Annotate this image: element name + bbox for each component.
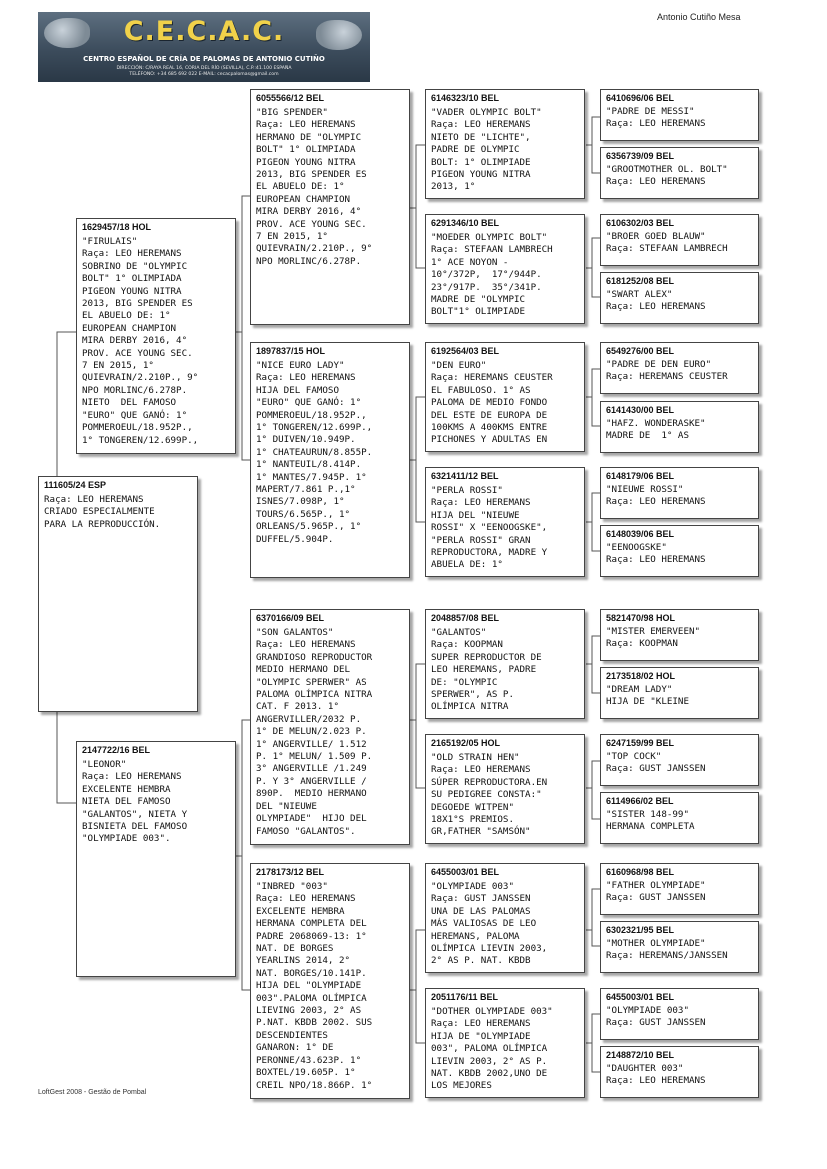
ancestor-card bbox=[600, 988, 759, 1040]
great-grandparent-card bbox=[425, 863, 585, 973]
logo-address: DIRECCIÓN: C/RAYA REAL 16, CORIA DEL RÍO (SEVILLA), C.P.:41.100 ESPAÑA bbox=[116, 66, 292, 71]
ring-number: 1897837/15 HOL bbox=[256, 346, 326, 356]
ancestor-card bbox=[600, 342, 759, 394]
pigeon-details: "PADRE DE MESSI" Raça: LEO HEREMANS bbox=[606, 106, 706, 129]
ancestor-card bbox=[600, 863, 759, 915]
pigeon-details: "DREAM LADY" HIJA DE "KLEINE bbox=[606, 684, 689, 707]
ancestor-card bbox=[600, 609, 759, 661]
pigeon-details: "INBRED "003" Raça: LEO HEREMANS EXCELENTE HEMBRA HERMANA COMPLETA DEL PADRE 2068069-13: 1° NAT. DE BORGES YEARLINS 2014, 2° NAT. BORGES/10.141P. HIJA DEL "OLYMPIADE 003".PALOMA OLÍMPICA LIEVING 2003, 2° AS P.NAT. KBDB 2002. SUS DESCENDIENTES GANARON: 1° DE PERONNE/43.623P. 1° BOXTEL/19.605P. 1° CREIL NPO/18.866P. 1° bbox=[256, 881, 373, 1091]
ring-number: 6247159/99 BEL bbox=[606, 738, 675, 748]
ring-number: 6302321/95 BEL bbox=[606, 925, 675, 935]
ring-number: 2148872/10 BEL bbox=[606, 1050, 675, 1060]
pigeon-details: "OLYMPIADE 003" Raça: GUST JANSSEN bbox=[606, 1005, 706, 1028]
ring-number: 6549276/00 BEL bbox=[606, 346, 675, 356]
great-grandparent-card bbox=[425, 988, 585, 1098]
ring-number: 2147722/16 BEL bbox=[82, 745, 151, 755]
ring-number: 2051176/11 BEL bbox=[431, 992, 499, 1002]
ring-number: 6181252/08 BEL bbox=[606, 276, 675, 286]
sire-card bbox=[76, 218, 236, 454]
ring-number: 5821470/98 HOL bbox=[606, 613, 676, 623]
pigeon-details: "GALANTOS" Raça: KOOPMAN SUPER REPRODUCTOR DE LEO HEREMANS, PADRE DE: "OLYMPIC SPERWER", AS P. OLÍMPICA NITRA bbox=[431, 627, 542, 713]
ring-number: 6192564/03 BEL bbox=[431, 346, 500, 356]
ancestor-card bbox=[600, 1046, 759, 1098]
pigeon-details: "DOTHER OLYMPIADE 003" Raça: LEO HEREMANS HIJA DE "OLYMPIADE 003", PALOMA OLÍMPICA LIEVIN 2003, 2° AS P. NAT. KBDB 2002,UNO DE LOS MEJORES bbox=[431, 1006, 553, 1092]
ring-number: 2165192/05 HOL bbox=[431, 738, 501, 748]
ring-number: 6410696/06 BEL bbox=[606, 93, 675, 103]
great-grandparent-card bbox=[425, 467, 585, 577]
logo-subtitle: CENTRO ESPAÑOL DE CRÍA DE PALOMAS DE ANTONIO CUTIÑO bbox=[83, 55, 325, 63]
pigeon-details: "SISTER 148-99" HERMANA COMPLETA bbox=[606, 809, 695, 832]
ring-number: 6146323/10 BEL bbox=[431, 93, 500, 103]
ring-number: 6356739/09 BEL bbox=[606, 151, 675, 161]
ancestor-card bbox=[600, 401, 759, 453]
pigeon-details: Raça: LEO HEREMANS CRIADO ESPECIALMENTE PARA LA REPRODUCCIÓN. bbox=[44, 494, 161, 530]
pigeon-details: "MOEDER OLYMPIC BOLT" Raça: STEFAAN LAMBRECH 1° ACE NOYON - 10°/372P, 17°/944P. 23°/917P. 35°/341P. MADRE DE "OLYMPIC BOLT"1° OLIMPIADE bbox=[431, 232, 553, 318]
pigeon-details: "VADER OLYMPIC BOLT" Raça: LEO HEREMANS NIETO DE "LICHTE", PADRE DE OLYMPIC BOLT: 1° OLIMPIADE PIGEON YOUNG NITRA 2013, 1° bbox=[431, 107, 542, 193]
ancestor-card bbox=[600, 272, 759, 324]
ring-number: 6370166/09 BEL bbox=[256, 613, 325, 623]
pigeon-details: "PERLA ROSSI" Raça: LEO HEREMANS HIJA DEL "NIEUWE ROSSI" X "EENOOGSKE", "PERLA ROSSI" GRAN REPRODUCTORA, MADRE Y ABUELA DE: 1° bbox=[431, 485, 548, 571]
ancestor-card bbox=[600, 734, 759, 786]
great-grandparent-card bbox=[425, 214, 585, 324]
pigeon-details: "SON GALANTOS" Raça: LEO HEREMANS GRANDIOSO REPRODUCTOR MEDIO HERMANO DEL "OLYMPIC SPERWER" AS PALOMA OLÍMPICA NITRA CAT. F 2013. 1° ANGERVILLER/2032 P. 1° DE MELUN/2.023 P. 1° ANGERVILLE/ 1.512 P. 1° MELUN/ 1.509 P. 3° ANGERVILLE /1.249 P. Y 3° ANGERVILLE / 890P. MEDIO HERMANO DEL "NIEUWE OLYMPIADE" HIJO DEL FAMOSO "GALANTOS". bbox=[256, 627, 373, 837]
logo-address-block bbox=[38, 66, 370, 78]
pigeon-details: "OLYMPIADE 003" Raça: GUST JANSSEN UNA DE LAS PALOMAS MÁS VALIOSAS DE LEO HEREMANS, PALOMA OLÍMPICA LIEVIN 2003, 2° AS P. NAT. KBDB bbox=[431, 881, 548, 967]
footer-credit: LoftGest 2008 - Gestão de Pombal bbox=[38, 1089, 147, 1096]
subject-card bbox=[38, 476, 198, 712]
pigeon-details: "TOP COCK" Raça: GUST JANSSEN bbox=[606, 751, 706, 774]
ring-number: 1629457/18 HOL bbox=[82, 222, 152, 232]
great-grandparent-card bbox=[425, 89, 585, 199]
ring-number: 2048857/08 BEL bbox=[431, 613, 500, 623]
ring-number: 6455003/01 BEL bbox=[431, 867, 500, 877]
great-grandparent-card bbox=[425, 609, 585, 719]
ring-number: 6141430/00 BEL bbox=[606, 405, 675, 415]
ancestor-card bbox=[600, 214, 759, 266]
pigeon-details: "MOTHER OLYMPIADE" Raça: HEREMANS/JANSSEN bbox=[606, 938, 728, 961]
pigeon-details: "EENOOGSKE" Raça: LEO HEREMANS bbox=[606, 542, 706, 565]
owner-name: Antonio Cutiño Mesa bbox=[657, 12, 741, 22]
cecac-logo bbox=[38, 12, 370, 82]
ancestor-card bbox=[600, 147, 759, 199]
ancestor-card bbox=[600, 792, 759, 844]
dam-card bbox=[76, 741, 236, 977]
logo-title: C.E.C.A.C. bbox=[123, 16, 285, 47]
ring-number: 6055566/12 BEL bbox=[256, 93, 325, 103]
great-grandparent-card bbox=[425, 342, 585, 452]
ring-number: 6455003/01 BEL bbox=[606, 992, 675, 1002]
pigeon-details: "HAFZ. WONDERASKE" MADRE DE 1° AS bbox=[606, 418, 706, 441]
pigeon-details: "DAUGHTER 003" Raça: LEO HEREMANS bbox=[606, 1063, 706, 1086]
pigeon-details: "DEN EURO" Raça: HEREMANS CEUSTER EL FABULOSO. 1° AS PALOMA DE MEDIO FONDO DEL ESTE DE EUROPA DE 100KMS A 400KMS ENTRE PICHONES Y ADULTAS EN bbox=[431, 360, 553, 446]
pigeon-details: "LEONOR" Raça: LEO HEREMANS EXCELENTE HEMBRA NIETA DEL FAMOSO "GALANTOS", NIETA Y BISNIETA DEL FAMOSO "OLYMPIADE 003". bbox=[82, 759, 188, 845]
ring-number: 6291346/10 BEL bbox=[431, 218, 500, 228]
ancestor-card bbox=[600, 525, 759, 577]
ring-number: 6114966/02 BEL bbox=[606, 796, 674, 806]
pigeon-details: "NICE EURO LADY" Raça: LEO HEREMANS HIJA DEL FAMOSO "EURO" QUE GANÓ: 1° POMMEROEUL/18.952P., 1° TONGEREN/12.699P., 1° DUIVEN/10.949P. 1° CHATEAURUN/8.855P. 1° NANTEUIL/8.414P. 1° MANTES/7.945P. 1° MAPERT/7.861 P.,1° ISNES/7.098P, 1° TOURS/6.565P., 1° ORLEANS/5.965P., 1° DUFFEL/5.904P. bbox=[256, 360, 373, 545]
granddam-paternal-card bbox=[250, 342, 410, 578]
pigeon-details: "BIG SPENDER" Raça: LEO HEREMANS HERMANO DE "OLYMPIC BOLT" 1° OLIMPIADA PIGEON YOUNG NITRA 2013, BIG SPENDER ES EL ABUELO DE: 1° EUROPEAN CHAMPION MIRA DERBY 2016, 4° PROV. ACE YOUNG SEC. 7 EN 2015, 1° QUIEVRAIN/2.210P., 9° NPO MORLINC/6.278P. bbox=[256, 107, 373, 267]
logo-contact: TELÉFONO: +34 685 692 022 E-MAIL: cecacpalomas@gmail.com bbox=[129, 72, 279, 77]
ring-number: 6148039/06 BEL bbox=[606, 529, 675, 539]
pigeon-details: "GROOTMOTHER OL. BOLT" Raça: LEO HEREMANS bbox=[606, 164, 728, 187]
pigeon-details: "BROER GOED BLAUW" Raça: STEFAAN LAMBRECH bbox=[606, 231, 728, 254]
great-grandparent-card bbox=[425, 734, 585, 844]
pigeon-details: "SWART ALEX" Raça: LEO HEREMANS bbox=[606, 289, 706, 312]
ring-number: 2173518/02 HOL bbox=[606, 671, 676, 681]
ring-number: 6148179/06 BEL bbox=[606, 471, 675, 481]
ancestor-card bbox=[600, 921, 759, 973]
grandsire-maternal-card bbox=[250, 609, 410, 845]
pigeon-details: "FATHER OLYMPIADE" Raça: GUST JANSSEN bbox=[606, 880, 706, 903]
granddam-maternal-card bbox=[250, 863, 410, 1099]
ring-number: 6160968/98 BEL bbox=[606, 867, 675, 877]
ring-number: 111605/24 ESP bbox=[44, 480, 107, 490]
ring-number: 6321411/12 BEL bbox=[431, 471, 499, 481]
pigeon-details: "OLD STRAIN HEN" Raça: LEO HEREMANS SÚPER REPRODUCTORA.EN SU PEDIGREE CONSTA:" DEGOEDE WITPEN" 18X1°S PREMIOS. GR,FATHER "SAMSÓN" bbox=[431, 752, 548, 838]
grandsire-paternal-card bbox=[250, 89, 410, 325]
ancestor-card bbox=[600, 89, 759, 141]
pigeon-details: "PADRE DE DEN EURO" Raça: HEREMANS CEUSTER bbox=[606, 359, 728, 382]
ancestor-card bbox=[600, 467, 759, 519]
pigeon-details: "MISTER EMERVEEN" Raça: KOOPMAN bbox=[606, 626, 701, 649]
ancestor-card bbox=[600, 667, 759, 719]
ring-number: 6106302/03 BEL bbox=[606, 218, 675, 228]
pigeon-details: "NIEUWE ROSSI" Raça: LEO HEREMANS bbox=[606, 484, 706, 507]
pigeon-details: "FIRULAIS" Raça: LEO HEREMANS SOBRINO DE "OLYMPIC BOLT" 1° OLIMPIADA PIGEON YOUNG NITRA 2013, BIG SPENDER ES EL ABUELO DE: 1° EUROPEAN CHAMPION MIRA DERBY 2016, 4° PROV. ACE YOUNG SEC. 7 EN 2015, 1° QUIEVRAIN/2.210P., 9° NPO MORLINC/6.278P. NIETO DEL FAMOSO "EURO" QUE GANÓ: 1° POMMEROEUL/18.952P., 1° TONGEREN/12.699P., bbox=[82, 236, 199, 446]
ring-number: 2178173/12 BEL bbox=[256, 867, 325, 877]
